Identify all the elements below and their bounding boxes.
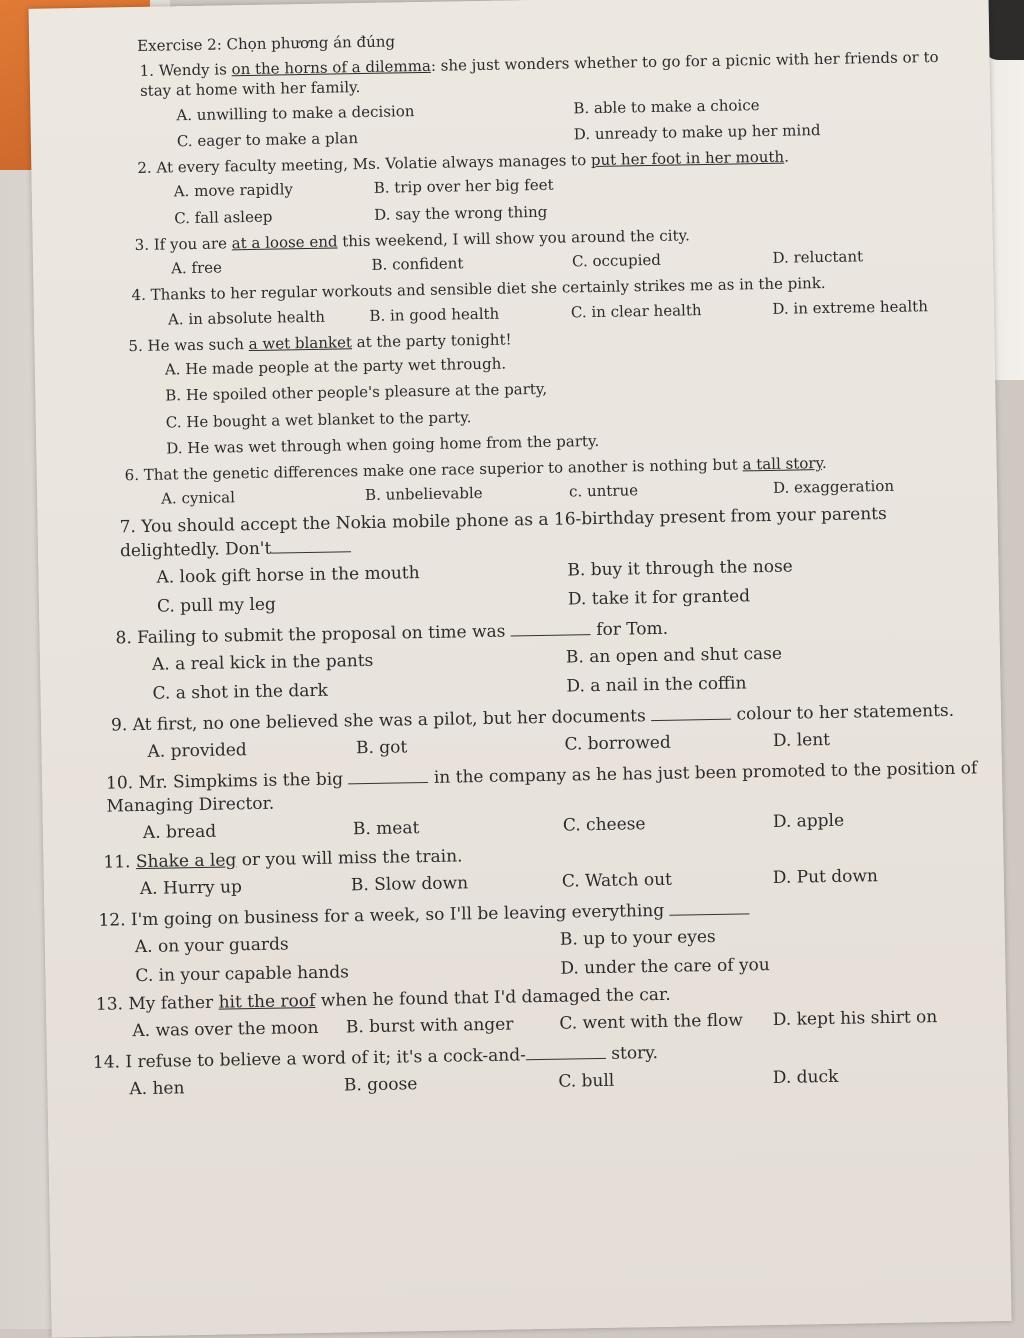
option-c[interactable]: C. eager to make a plan xyxy=(176,128,359,151)
question-2 xyxy=(137,143,972,228)
option-a[interactable]: A. in absolute health xyxy=(167,307,326,328)
question-stem: 2. At every faculty meeting, Ms. Volatie always manages to put her foot in her mouth. xyxy=(137,147,790,177)
option-c[interactable]: C. cheese xyxy=(562,813,646,836)
option-a[interactable]: A. Hurry up xyxy=(139,876,243,899)
worksheet-content xyxy=(89,22,987,1101)
option-c[interactable]: C. in clear health xyxy=(570,300,702,321)
answer-blank[interactable] xyxy=(348,765,428,784)
option-b[interactable]: B. unbelievable xyxy=(364,484,483,505)
exercise-title: Exercise 2: Chọn phương án đúng xyxy=(137,32,396,55)
option-d[interactable]: D. under the care of you xyxy=(560,954,770,979)
question-stem: 1. Wendy is on the horns of a dilemma: she just wonders whether to go for a picnic with her friends or to stay at home with her family. xyxy=(139,47,939,101)
option-d[interactable]: D. exaggeration xyxy=(772,477,895,498)
option-b[interactable]: B. buy it through the nose xyxy=(567,556,793,581)
answer-blank[interactable] xyxy=(526,1041,606,1060)
idiom-underlined: put her foot in her mouth xyxy=(590,147,785,170)
option-a[interactable]: A. unwilling to make a decision xyxy=(176,101,415,124)
option-d[interactable]: D. a nail in the coffin xyxy=(566,673,747,697)
question-stem: 11. Shake a leg or you will miss the train. xyxy=(103,846,463,873)
option-d[interactable]: D. say the wrong thing xyxy=(374,202,548,224)
question-stem: 5. He was such a wet blanket at the party tonight! xyxy=(128,330,512,355)
question-3 xyxy=(135,220,974,279)
question-8 xyxy=(115,611,980,707)
option-a[interactable]: A. cynical xyxy=(160,488,236,508)
option-c[interactable]: C. occupied xyxy=(571,250,662,271)
question-10 xyxy=(106,755,983,845)
option-c[interactable]: C. pull my leg xyxy=(156,594,277,617)
option-a[interactable]: A. He made people at the party wet through. xyxy=(164,354,507,379)
option-c[interactable]: C. Watch out xyxy=(561,869,673,892)
option-d[interactable]: D. in extreme health xyxy=(772,296,929,318)
answer-blank[interactable] xyxy=(669,896,749,915)
idiom-underlined: at a loose end xyxy=(231,232,338,253)
question-7 xyxy=(119,501,979,620)
option-d[interactable]: D. apple xyxy=(772,810,845,832)
option-a[interactable]: A. move rapidly xyxy=(173,180,294,201)
option-b[interactable]: B. confident xyxy=(371,254,464,274)
question-9 xyxy=(111,697,982,764)
answer-blank[interactable] xyxy=(651,702,731,721)
option-b[interactable]: B. Slow down xyxy=(350,872,469,896)
option-d[interactable]: D. lent xyxy=(772,729,831,751)
question-stem: 4. Thanks to her regular workouts and sensible diet she certainly strikes me as in the pink. xyxy=(131,274,826,305)
question-stem: 9. At first, no one believed she was a pilot, but her documents colour to her statements. xyxy=(110,700,955,736)
option-b[interactable]: B. an open and shut case xyxy=(565,643,783,668)
question-stem: 14. I refuse to believe a word of it; it's a cock-and- story. xyxy=(93,1035,987,1076)
question-11 xyxy=(103,836,984,901)
option-c[interactable]: C. in your capable hands xyxy=(135,961,350,986)
question-stem: 8. Failing to submit the proposal on time was for Tom. xyxy=(115,619,669,649)
question-stem: 12. I'm going on business for a week, so I'll be leaving everything xyxy=(98,892,984,932)
option-d[interactable]: D. unready to make up her mind xyxy=(573,120,821,144)
answer-blank[interactable] xyxy=(511,617,591,636)
option-b[interactable]: B. trip over her big feet xyxy=(373,175,554,198)
answer-blank[interactable] xyxy=(271,535,351,554)
option-c[interactable]: C. a shot in the dark xyxy=(152,680,329,704)
question-6 xyxy=(125,450,978,509)
question-14 xyxy=(93,1035,988,1102)
option-c[interactable]: C. He bought a wet blanket to the party. xyxy=(165,407,472,431)
option-b[interactable]: B. in good health xyxy=(369,304,500,325)
question-stem: 10. Mr. Simpkims is the big in the company as he has just been promoted to the position of Managing Director. xyxy=(105,758,978,817)
question-stem: 7. You should accept the Nokia mobile phone as a 16-birthday present from your parents delightedly. Don't xyxy=(119,503,887,562)
option-a[interactable]: A. hen xyxy=(129,1078,185,1100)
idiom-underlined: Shake a leg xyxy=(135,850,237,872)
option-d[interactable]: D. Put down xyxy=(772,865,879,888)
option-d[interactable]: D. He was wet through when going home from the party. xyxy=(166,431,600,458)
option-c[interactable]: C. borrowed xyxy=(564,732,671,755)
option-a[interactable]: A. bread xyxy=(142,821,217,843)
option-b[interactable]: B. burst with anger xyxy=(345,1014,514,1038)
option-b[interactable]: B. got xyxy=(355,737,408,759)
option-a[interactable]: A. was over the moon xyxy=(132,1018,319,1042)
question-stem: 6. That the genetic differences make one race superior to another is nothing but a tall story. xyxy=(124,453,827,485)
option-d[interactable]: D. kept his shirt on xyxy=(772,1007,938,1031)
idiom-underlined: on the horns of a dilemma xyxy=(231,56,432,79)
option-a[interactable]: A. free xyxy=(170,258,223,278)
option-d[interactable]: D. reluctant xyxy=(772,247,864,267)
option-d[interactable]: D. take it for granted xyxy=(567,586,751,610)
option-b[interactable]: B. up to your eyes xyxy=(559,926,716,950)
option-b[interactable]: B. meat xyxy=(352,817,420,840)
option-c[interactable]: C. went with the flow xyxy=(559,1010,744,1035)
binder-clip xyxy=(984,0,1024,60)
option-c[interactable]: C. bull xyxy=(558,1071,615,1092)
option-b[interactable]: B. He spoiled other people's pleasure at the party, xyxy=(165,380,548,405)
question-1 xyxy=(139,46,970,151)
option-a[interactable]: A. on your guards xyxy=(134,933,289,957)
option-d[interactable]: D. duck xyxy=(772,1067,839,1089)
worksheet-page xyxy=(29,0,1012,1338)
option-a[interactable]: A. look gift horse in the mouth xyxy=(156,563,420,589)
option-b[interactable]: B. goose xyxy=(343,1074,418,1096)
question-12 xyxy=(98,892,985,988)
option-a[interactable]: A. a real kick in the pants xyxy=(151,651,374,675)
option-b[interactable]: B. able to make a choice xyxy=(573,95,760,117)
question-stem: 3. If you are at a loose end this weekend, I will show you around the city. xyxy=(134,226,690,254)
option-c[interactable]: C. fall asleep xyxy=(174,207,273,227)
idiom-underlined: a wet blanket xyxy=(248,332,353,353)
question-stem: 13. My father hit the roof when he found that I'd damaged the car. xyxy=(95,985,671,1016)
idiom-underlined: a tall story xyxy=(742,454,823,474)
option-c[interactable]: c. untrue xyxy=(568,481,639,501)
question-5 xyxy=(128,321,976,459)
idiom-underlined: hit the roof xyxy=(218,991,316,1014)
question-4 xyxy=(131,271,974,330)
option-a[interactable]: A. provided xyxy=(147,740,247,762)
question-13 xyxy=(96,979,987,1044)
